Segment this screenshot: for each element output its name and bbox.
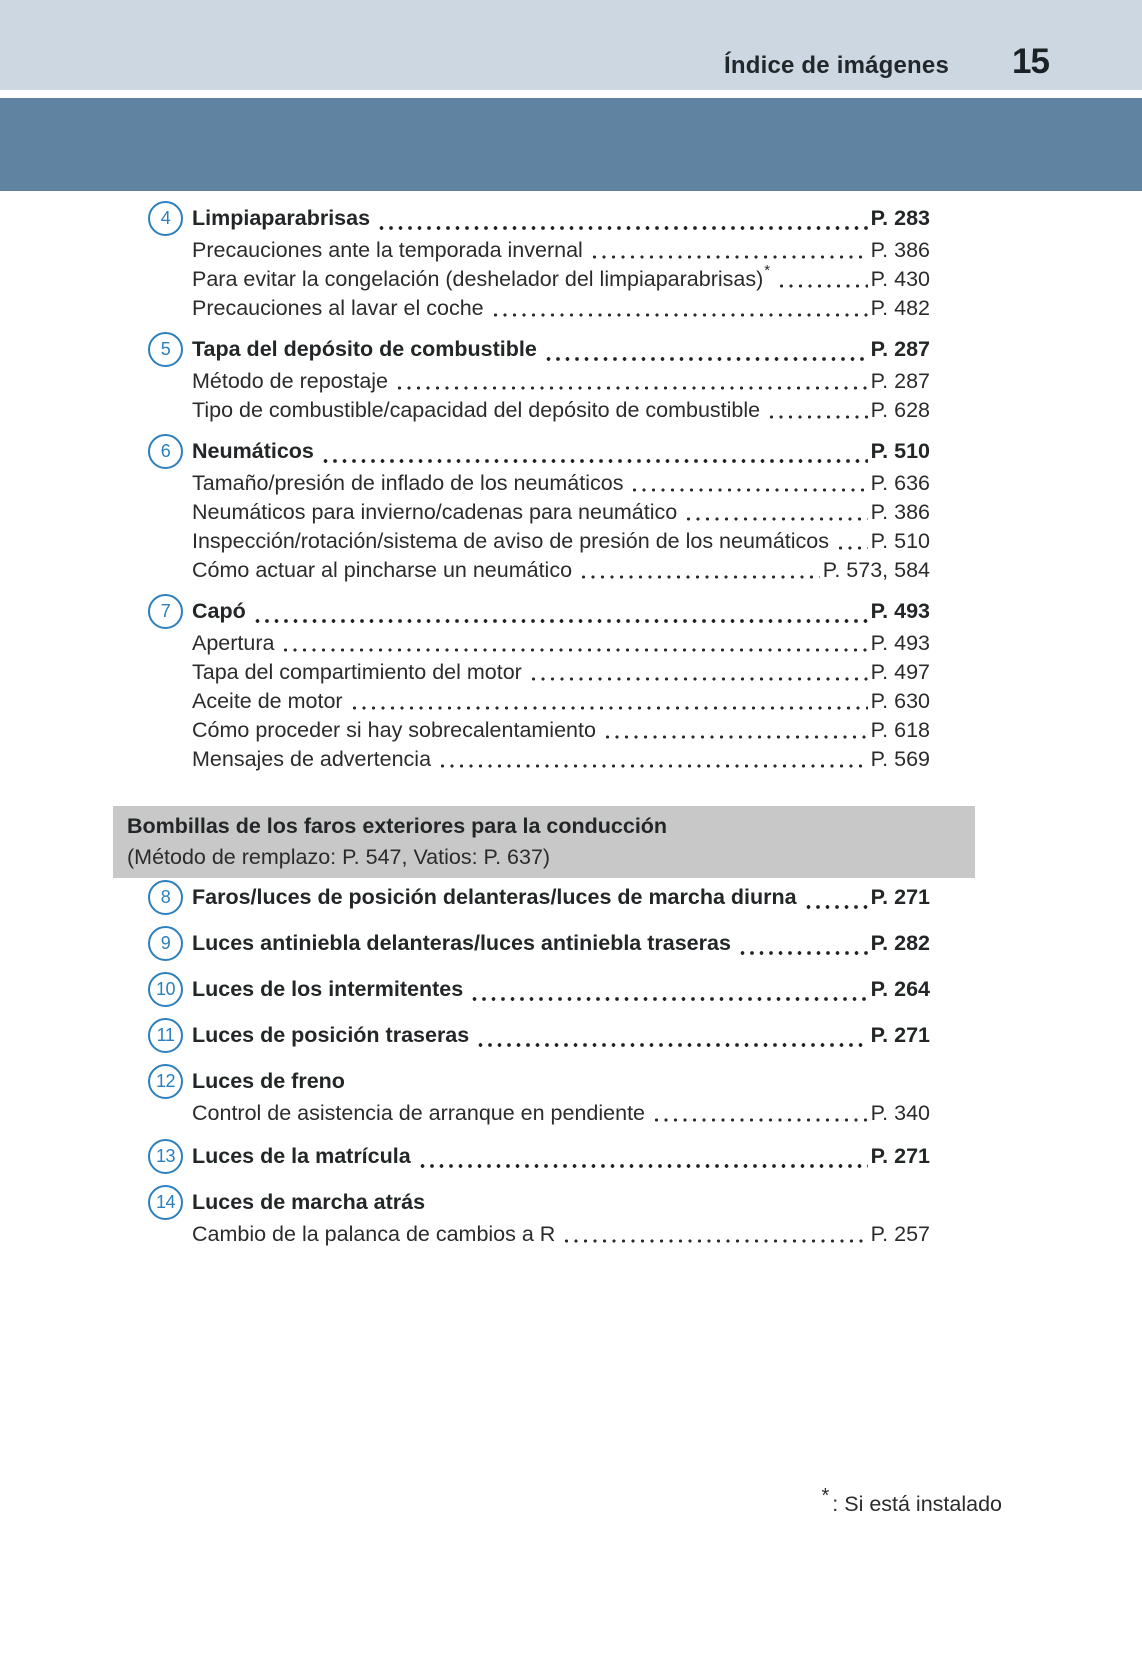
subentry-title: Tipo de combustible/capacidad del depósito de combustible <box>192 398 761 422</box>
page-ref: P. 271 <box>870 1023 930 1047</box>
entry-title: Limpiaparabrisas <box>192 206 371 230</box>
toc-subentry <box>148 469 930 498</box>
toc-entry <box>148 880 930 915</box>
subentry-title: Neumáticos para invierno/cadenas para neumático <box>192 500 678 524</box>
page-ref: P. 573, 584 <box>822 558 930 582</box>
page-ref: P. 482 <box>870 296 930 320</box>
dotted-leader <box>529 676 868 682</box>
dotted-leader <box>395 385 868 391</box>
item-number-badge <box>148 1139 183 1174</box>
item-number: 6 <box>160 441 171 461</box>
item-number: 5 <box>160 339 171 359</box>
toc-subentry <box>148 527 930 556</box>
section-banner-subtitle: (Método de remplazo: P. 547, Vatios: P. 637) <box>127 845 551 869</box>
dotted-leader <box>777 283 868 289</box>
dotted-leader <box>418 1163 868 1169</box>
toc-entry <box>148 1018 930 1053</box>
dotted-leader <box>590 254 868 260</box>
page-ref: P. 636 <box>870 471 930 495</box>
item-number-badge <box>148 926 183 961</box>
dotted-leader <box>491 312 868 318</box>
page-ref: P. 569 <box>870 747 930 771</box>
toc-subentry <box>148 294 930 323</box>
page-ref: P. 386 <box>870 500 930 524</box>
entry-title: Luces de freno <box>192 1069 345 1093</box>
dotted-leader <box>836 545 868 551</box>
item-number: 14 <box>155 1192 176 1212</box>
dotted-leader <box>630 487 867 493</box>
page-ref: P. 510 <box>870 529 930 553</box>
item-number-badge <box>148 972 183 1007</box>
page-ref: P. 257 <box>870 1222 930 1246</box>
subentry-title: Aceite de motor <box>192 689 343 713</box>
subentry-title: Apertura <box>192 631 275 655</box>
subentry-title: Cambio de la palanca de cambios a R <box>192 1222 556 1246</box>
subentry-title: Cómo proceder si hay sobrecalentamiento <box>192 718 596 742</box>
chapter-color-band <box>0 98 1142 191</box>
entry-title: Neumáticos <box>192 439 314 463</box>
page-ref: P. 340 <box>870 1101 930 1125</box>
toc-group <box>148 201 930 323</box>
item-number-badge <box>148 1064 183 1099</box>
page-ref: P. 630 <box>870 689 930 713</box>
toc-group <box>148 594 930 774</box>
item-number-badge <box>148 1185 183 1220</box>
toc-list-bulbs <box>148 880 930 1249</box>
toc-list-exterior <box>148 201 930 774</box>
toc-subentry <box>148 658 930 687</box>
toc-subentry <box>148 716 930 745</box>
item-number: 4 <box>160 208 171 228</box>
toc-subentry <box>148 262 930 294</box>
toc-subentry <box>148 367 930 396</box>
dotted-leader <box>350 705 868 711</box>
item-number: 11 <box>156 1025 175 1045</box>
page-ref: P. 510 <box>870 439 930 463</box>
item-number-badge <box>148 594 183 629</box>
toc-subentry <box>148 236 930 265</box>
item-number: 10 <box>155 979 176 999</box>
page-ref: P. 430 <box>870 267 930 291</box>
toc-entry <box>148 332 930 367</box>
page-ref: P. 628 <box>870 398 930 422</box>
entry-title: Luces antiniebla delanteras/luces antiniebla traseras <box>192 931 731 955</box>
item-number: 9 <box>160 933 171 953</box>
subentry-title: Mensajes de advertencia <box>192 747 432 771</box>
page-ref: P. 271 <box>870 1144 930 1168</box>
item-number: 13 <box>155 1146 176 1166</box>
dotted-leader <box>476 1042 867 1048</box>
item-number-badge <box>148 201 183 236</box>
subentry-title: Para evitar la congelación (deshelador del limpiaparabrisas) <box>192 267 764 291</box>
item-number: 8 <box>160 887 171 907</box>
page-ref: P. 287 <box>870 337 930 361</box>
subentry-title: Tapa del compartimiento del motor <box>192 660 522 684</box>
subentry-title: Inspección/rotación/sistema de aviso de presión de los neumáticos <box>192 529 829 553</box>
item-number-badge <box>148 1018 183 1053</box>
dotted-leader <box>804 904 868 910</box>
page-ref: P. 497 <box>870 660 930 684</box>
entry-title: Luces de marcha atrás <box>192 1190 426 1214</box>
item-number-badge <box>148 332 183 367</box>
item-number-badge <box>148 434 183 469</box>
toc-entry <box>148 1185 930 1220</box>
dotted-leader <box>603 734 868 740</box>
page-title: Índice de imágenes <box>724 52 950 79</box>
dotted-leader <box>544 356 868 362</box>
entry-title: Faros/luces de posición delanteras/luces de marcha diurna <box>192 885 797 909</box>
item-number: 7 <box>160 601 171 621</box>
toc-subentry <box>148 396 930 425</box>
item-number: 12 <box>155 1071 176 1091</box>
toc-entry <box>148 1139 930 1174</box>
subentry-title: Precauciones ante la temporada invernal <box>192 238 583 262</box>
header-band <box>0 0 1142 90</box>
dotted-leader <box>684 516 867 522</box>
subentry-title: Precauciones al lavar el coche <box>192 296 484 320</box>
entry-title: Luces de la matrícula <box>192 1144 411 1168</box>
page-ref: P. 493 <box>870 631 930 655</box>
toc-entry <box>148 1064 930 1099</box>
dotted-leader <box>738 950 868 956</box>
item-number-badge <box>148 880 183 915</box>
toc-entry <box>148 926 930 961</box>
dotted-leader <box>438 763 868 769</box>
page-ref: P. 618 <box>870 718 930 742</box>
dotted-leader <box>321 458 868 464</box>
page-ref: P. 283 <box>870 206 930 230</box>
page-ref: P. 287 <box>870 369 930 393</box>
toc-subentry <box>148 1220 930 1249</box>
entry-title: Capó <box>192 599 246 623</box>
dotted-leader <box>470 996 867 1002</box>
dotted-leader <box>281 647 867 653</box>
entry-title: Luces de posición traseras <box>192 1023 470 1047</box>
footnote-text: : Si está instalado <box>832 1492 1002 1516</box>
toc-subentry <box>148 1099 930 1128</box>
toc-entry <box>148 201 930 236</box>
page-ref: P. 282 <box>870 931 930 955</box>
toc-subentry <box>148 745 930 774</box>
dotted-leader <box>377 225 868 231</box>
dotted-leader <box>652 1117 868 1123</box>
page-ref: P. 264 <box>870 977 930 1001</box>
toc-entry <box>148 972 930 1007</box>
page-ref: P. 386 <box>870 238 930 262</box>
page-number: 15 <box>1012 42 1049 81</box>
footnote-asterisk-icon: * <box>821 1485 830 1507</box>
toc-group <box>148 434 930 585</box>
dotted-leader <box>253 618 868 624</box>
page-ref: P. 271 <box>870 885 930 909</box>
dotted-leader <box>767 414 867 420</box>
footnote <box>821 1485 1002 1517</box>
toc-subentry <box>148 629 930 658</box>
dotted-leader <box>562 1238 867 1244</box>
toc-subentry <box>148 556 930 585</box>
page-ref: P. 493 <box>870 599 930 623</box>
toc-subentry <box>148 687 930 716</box>
toc-entry <box>148 434 930 469</box>
section-banner-title: Bombillas de los faros exteriores para la conducción <box>127 814 668 838</box>
entry-title: Luces de los intermitentes <box>192 977 464 1001</box>
if-equipped-asterisk-icon: * <box>764 262 771 279</box>
subentry-title: Método de repostaje <box>192 369 389 393</box>
toc-subentry <box>148 498 930 527</box>
subentry-title: Control de asistencia de arranque en pendiente <box>192 1101 646 1125</box>
dotted-leader <box>579 574 820 580</box>
toc-entry <box>148 594 930 629</box>
section-banner <box>113 806 975 878</box>
subentry-title: Tamaño/presión de inflado de los neumáticos <box>192 471 624 495</box>
subentry-title: Cómo actuar al pincharse un neumático <box>192 558 573 582</box>
entry-title: Tapa del depósito de combustible <box>192 337 537 361</box>
toc-group <box>148 332 930 425</box>
